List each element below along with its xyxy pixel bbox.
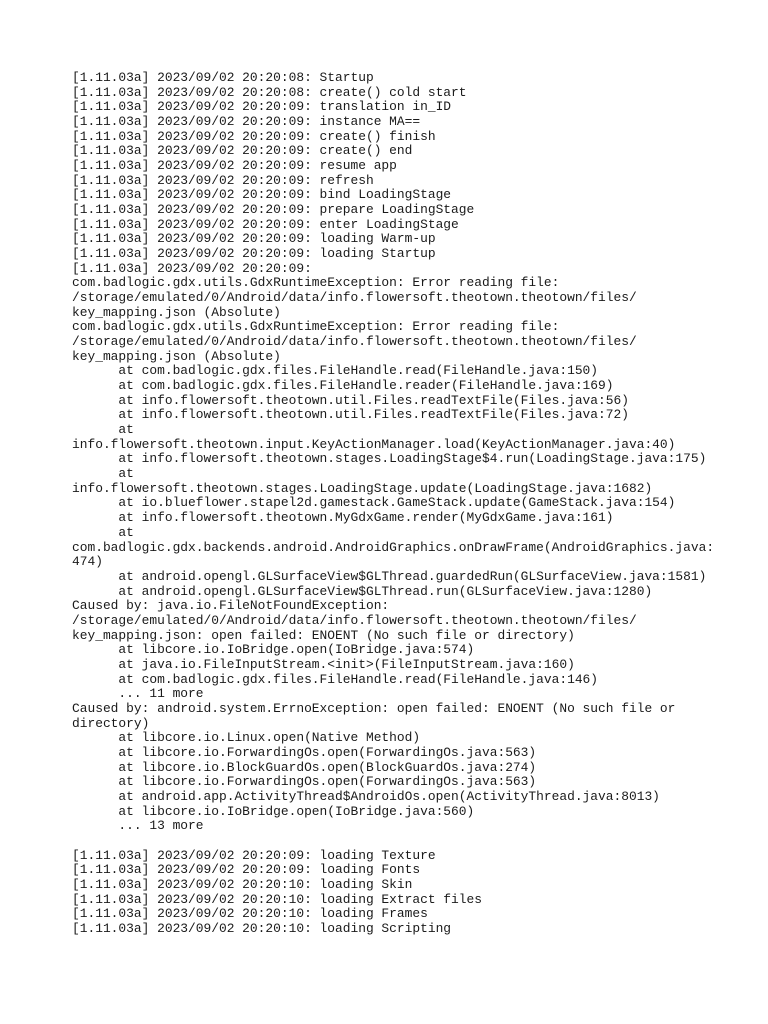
log-line: ... 11 more <box>72 686 204 702</box>
log-line: key_mapping.json: open failed: ENOENT (No such file or directory) <box>72 627 575 643</box>
log-line: at io.blueflower.stapel2d.gamestack.GameStack.update(GameStack.java:154) <box>72 495 676 511</box>
log-line: info.flowersoft.theotown.stages.LoadingStage.update(LoadingStage.java:1682) <box>72 480 653 496</box>
log-line: Caused by: android.system.ErrnoException: open failed: ENOENT (No such file or <box>72 700 676 716</box>
log-line: at android.app.ActivityThread$AndroidOs.open(ActivityThread.java:8013) <box>72 788 660 804</box>
log-line: [1.11.03a] 2023/09/02 20:20:09: prepare LoadingStage <box>72 202 475 218</box>
log-line: at android.opengl.GLSurfaceView$GLThread.run(GLSurfaceView.java:1280) <box>72 583 653 599</box>
log-line: [1.11.03a] 2023/09/02 20:20:08: Startup <box>72 70 374 85</box>
log-line: at libcore.io.BlockGuardOs.open(BlockGuardOs.java:274) <box>72 759 537 775</box>
log-line: at info.flowersoft.theotown.stages.LoadingStage$4.run(LoadingStage.java:175) <box>72 451 707 467</box>
log-text-block <box>72 70 715 937</box>
log-line: at android.opengl.GLSurfaceView$GLThread.guardedRun(GLSurfaceView.java:1581) <box>72 568 707 584</box>
log-line: at info.flowersoft.theotown.MyGdxGame.render(MyGdxGame.java:161) <box>72 510 614 526</box>
log-line: at com.badlogic.gdx.files.FileHandle.read(FileHandle.java:146) <box>72 671 599 687</box>
log-line: com.badlogic.gdx.utils.GdxRuntimeException: Error reading file: <box>72 319 560 335</box>
log-line: [1.11.03a] 2023/09/02 20:20:10: loading Extract files <box>72 891 482 907</box>
log-line: at libcore.io.ForwardingOs.open(ForwardingOs.java:563) <box>72 774 537 790</box>
log-line: info.flowersoft.theotown.input.KeyActionManager.load(KeyActionManager.java:40) <box>72 436 676 452</box>
log-line: [1.11.03a] 2023/09/02 20:20:08: create() cold start <box>72 84 467 100</box>
log-line: Caused by: java.io.FileNotFoundException: <box>72 598 390 614</box>
log-line: at info.flowersoft.theotown.util.Files.readTextFile(Files.java:56) <box>72 392 629 408</box>
log-line: at libcore.io.IoBridge.open(IoBridge.java:560) <box>72 803 475 819</box>
log-line: at info.flowersoft.theotown.util.Files.readTextFile(Files.java:72) <box>72 407 629 423</box>
log-line: at libcore.io.Linux.open(Native Method) <box>72 730 421 746</box>
log-line: [1.11.03a] 2023/09/02 20:20:09: loading Startup <box>72 246 436 262</box>
log-line: [1.11.03a] 2023/09/02 20:20:09: create() end <box>72 143 413 159</box>
log-line: /storage/emulated/0/Android/data/info.flowersoft.theotown.theotown/files/ <box>72 290 637 306</box>
log-line: at <box>72 466 134 482</box>
log-line: directory) <box>72 715 150 731</box>
log-line: com.badlogic.gdx.utils.GdxRuntimeException: Error reading file: <box>72 275 560 291</box>
log-line: [1.11.03a] 2023/09/02 20:20:09: instance MA== <box>72 114 421 130</box>
log-line: at libcore.io.ForwardingOs.open(ForwardingOs.java:563) <box>72 744 537 760</box>
log-line: at com.badlogic.gdx.files.FileHandle.read(FileHandle.java:150) <box>72 363 599 379</box>
log-line: at <box>72 422 134 438</box>
log-line: [1.11.03a] 2023/09/02 20:20:09: loading Warm-up <box>72 231 436 247</box>
log-line: [1.11.03a] 2023/09/02 20:20:10: loading Frames <box>72 906 428 922</box>
log-line: [1.11.03a] 2023/09/02 20:20:09: translation in_ID <box>72 99 452 115</box>
log-line: [1.11.03a] 2023/09/02 20:20:09: loading Fonts <box>72 862 421 878</box>
log-line: [1.11.03a] 2023/09/02 20:20:09: <box>72 260 312 276</box>
log-line: com.badlogic.gdx.backends.android.AndroidGraphics.onDrawFrame(AndroidGraphics.java: <box>72 539 715 555</box>
log-line: at com.badlogic.gdx.files.FileHandle.reader(FileHandle.java:169) <box>72 378 614 394</box>
log-line: key_mapping.json (Absolute) <box>72 304 281 320</box>
log-line: 474) <box>72 554 103 570</box>
log-line: [1.11.03a] 2023/09/02 20:20:10: loading Scripting <box>72 920 452 936</box>
log-line: [1.11.03a] 2023/09/02 20:20:09: resume app <box>72 158 397 174</box>
log-line <box>72 834 712 849</box>
log-line: [1.11.03a] 2023/09/02 20:20:09: create() finish <box>72 128 436 144</box>
log-line: /storage/emulated/0/Android/data/info.flowersoft.theotown.theotown/files/ <box>72 334 637 350</box>
log-line: [1.11.03a] 2023/09/02 20:20:09: enter LoadingStage <box>72 216 459 232</box>
log-line: [1.11.03a] 2023/09/02 20:20:09: refresh <box>72 172 374 188</box>
log-line: ... 13 more <box>72 818 204 834</box>
log-line: at java.io.FileInputStream.<init>(FileInputStream.java:160) <box>72 656 575 672</box>
log-line: /storage/emulated/0/Android/data/info.flowersoft.theotown.theotown/files/ <box>72 612 637 628</box>
log-line: at <box>72 524 134 540</box>
log-line: key_mapping.json (Absolute) <box>72 348 281 364</box>
log-line: at libcore.io.IoBridge.open(IoBridge.java:574) <box>72 642 475 658</box>
log-line: [1.11.03a] 2023/09/02 20:20:09: loading Texture <box>72 847 436 863</box>
log-line: [1.11.03a] 2023/09/02 20:20:10: loading Skin <box>72 876 413 892</box>
log-line: [1.11.03a] 2023/09/02 20:20:09: bind LoadingStage <box>72 187 452 203</box>
